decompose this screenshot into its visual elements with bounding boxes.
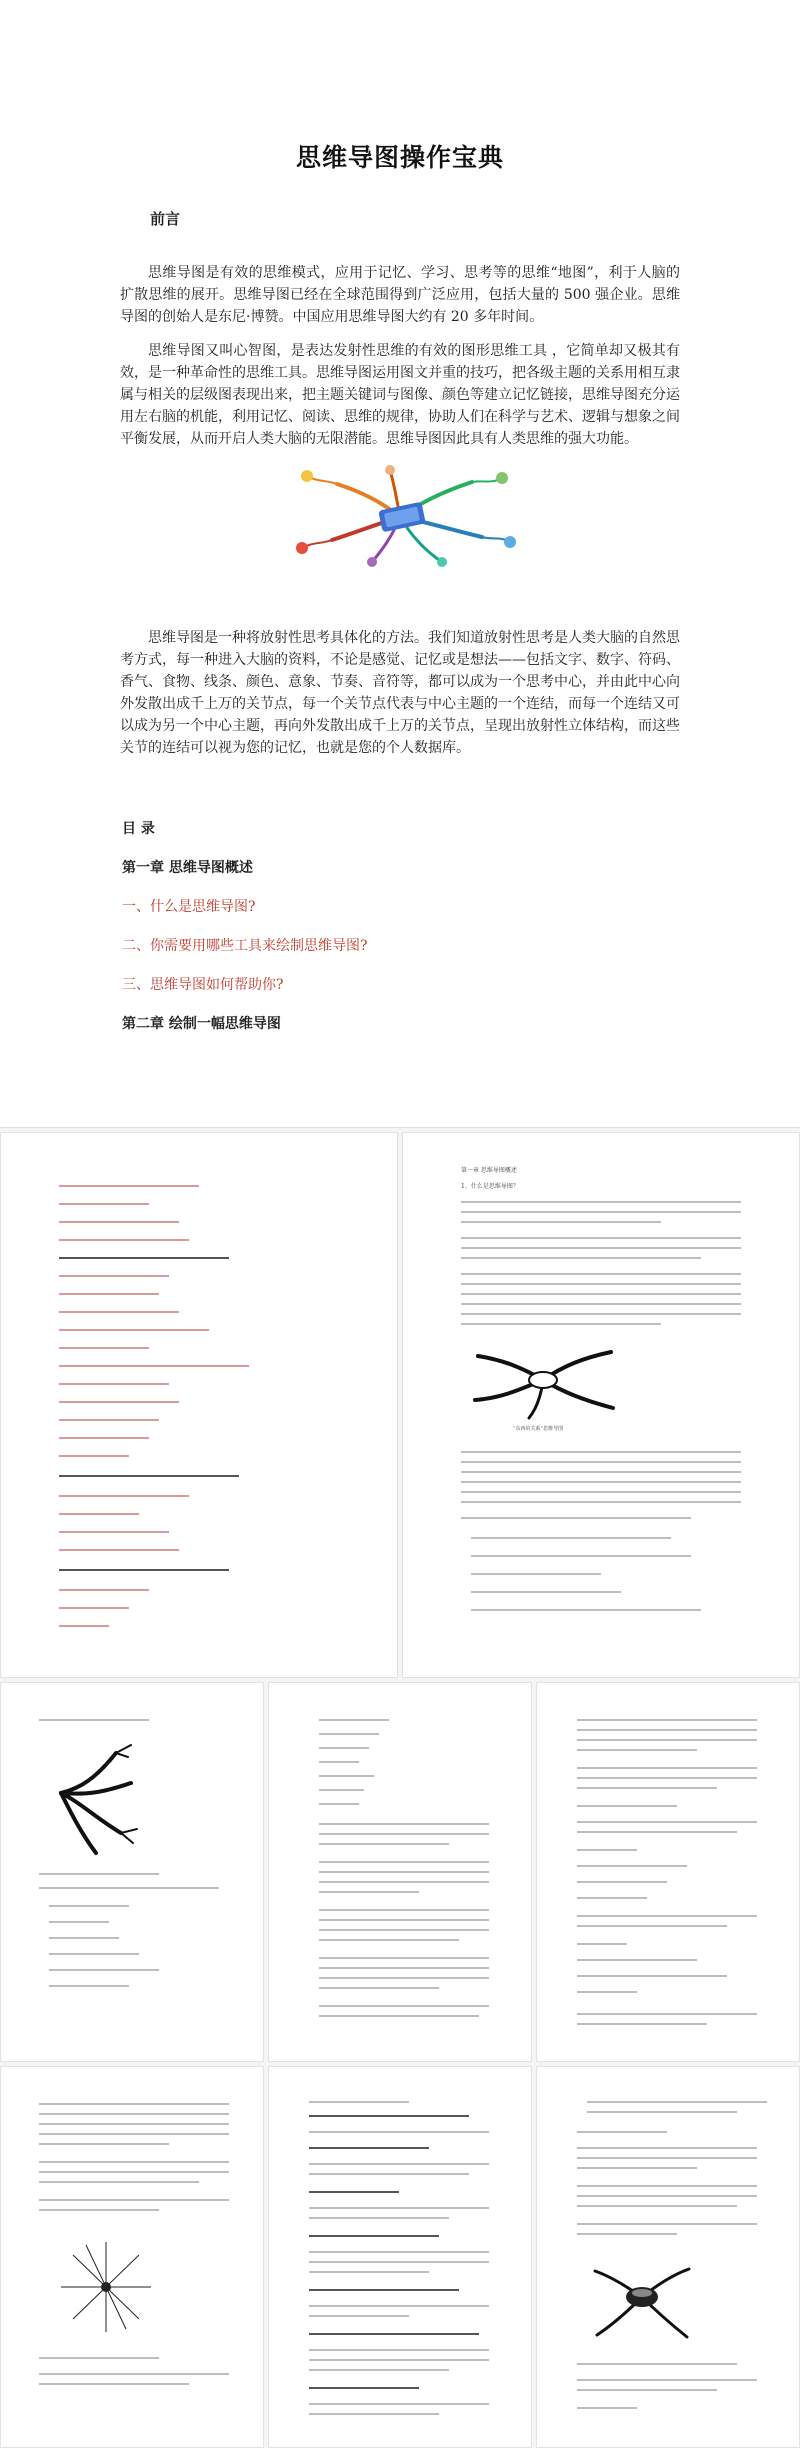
preface-paragraph-3: 思维导图是一种将放射性思考具体化的方法。我们知道放射性思考是人类大脑的自然思考方式，每一种进入大脑的资料，不论是感觉、记忆或是想法——包括文字、数字、符码、香气、食物、线条、颜色、意象、节奏、音符等，都可以成为一个思考中心，并由此中心向外发散出成千上万的关节点，每一个关节点代表与中心主题的一个连结，而每一个连结又可以成为另一个中心主题，再向外发散出成千上万的关节点，呈现出放射性立体结构，而这些关节的连结可以视为您的记忆，也就是您的个人数据库。 xyxy=(120,630,680,756)
document-page-2[interactable] xyxy=(0,1132,398,1678)
preface-paragraph-1: 思维导图是有效的思维模式，应用于记忆、学习、思考等的思维“地图”，利于人脑的扩散思维的展开。思维导图已经在全球范围得到广泛应用，包括大量的 500 强企业。思维导图的创始人是东尼·博赞。中国应用思维导图大约有 20 多年时间。 xyxy=(120,265,680,325)
document-page-6[interactable] xyxy=(536,1682,800,2062)
document-page-7[interactable] xyxy=(0,2066,264,2448)
page9-mind-map-thumb xyxy=(587,2257,697,2347)
mind-map-illustration xyxy=(282,462,518,572)
page3-chapter-heading: 第一章 思维导图概述 xyxy=(461,1167,517,1174)
toc-item-2[interactable]: 二、你需要用哪些工具来绘制思维导图? xyxy=(122,938,368,954)
toc-item-1[interactable]: 一、什么是思维导图? xyxy=(122,899,256,915)
document-title: 思维导图操作宝典 xyxy=(295,143,504,172)
document-page-5[interactable] xyxy=(268,1682,532,2062)
preface-heading: 前言 xyxy=(150,210,181,228)
toc-heading: 目 录 xyxy=(122,821,155,837)
toc-chapter-2[interactable]: 第二章 绘制一幅思维导图 xyxy=(122,1016,281,1032)
page3-figure-caption: “东西的关系”思维导图 xyxy=(513,1426,564,1432)
document-page-8[interactable] xyxy=(268,2066,532,2448)
document-page-3[interactable] xyxy=(402,1132,800,1678)
page4-tree-diagram-thumb xyxy=(41,1733,151,1863)
page3-subheading: 1、什么是思维导图？ xyxy=(461,1183,519,1190)
page3-mind-map-thumb xyxy=(463,1338,623,1423)
toc-chapter-1[interactable]: 第一章 思维导图概述 xyxy=(122,860,253,876)
document-page-9[interactable] xyxy=(536,2066,800,2448)
preface-paragraph-2: 思维导图又叫心智图，是表达发射性思维的有效的图形思维工具 ，它简单却又极其有效，是一种革命性的思维工具。思维导图运用图文并重的技巧，把各级主题的关系用相互隶属与相关的层级图表现出来，把主题关键词与图像、颜色等建立记忆链接，思维导图充分运用左右脑的机能，利用记忆、阅读、思维的规律，协助人们在科学与艺术、逻辑与想象之间平衡发展，从而开启人类大脑的无限潜能。思维导图因此具有人类思维的强大功能。 xyxy=(120,343,680,447)
document-page-1 xyxy=(0,0,800,1128)
page7-radial-diagram-thumb xyxy=(51,2237,161,2337)
document-page-4[interactable] xyxy=(0,1682,264,2062)
toc-item-3[interactable]: 三、思维导图如何帮助你? xyxy=(122,977,284,993)
